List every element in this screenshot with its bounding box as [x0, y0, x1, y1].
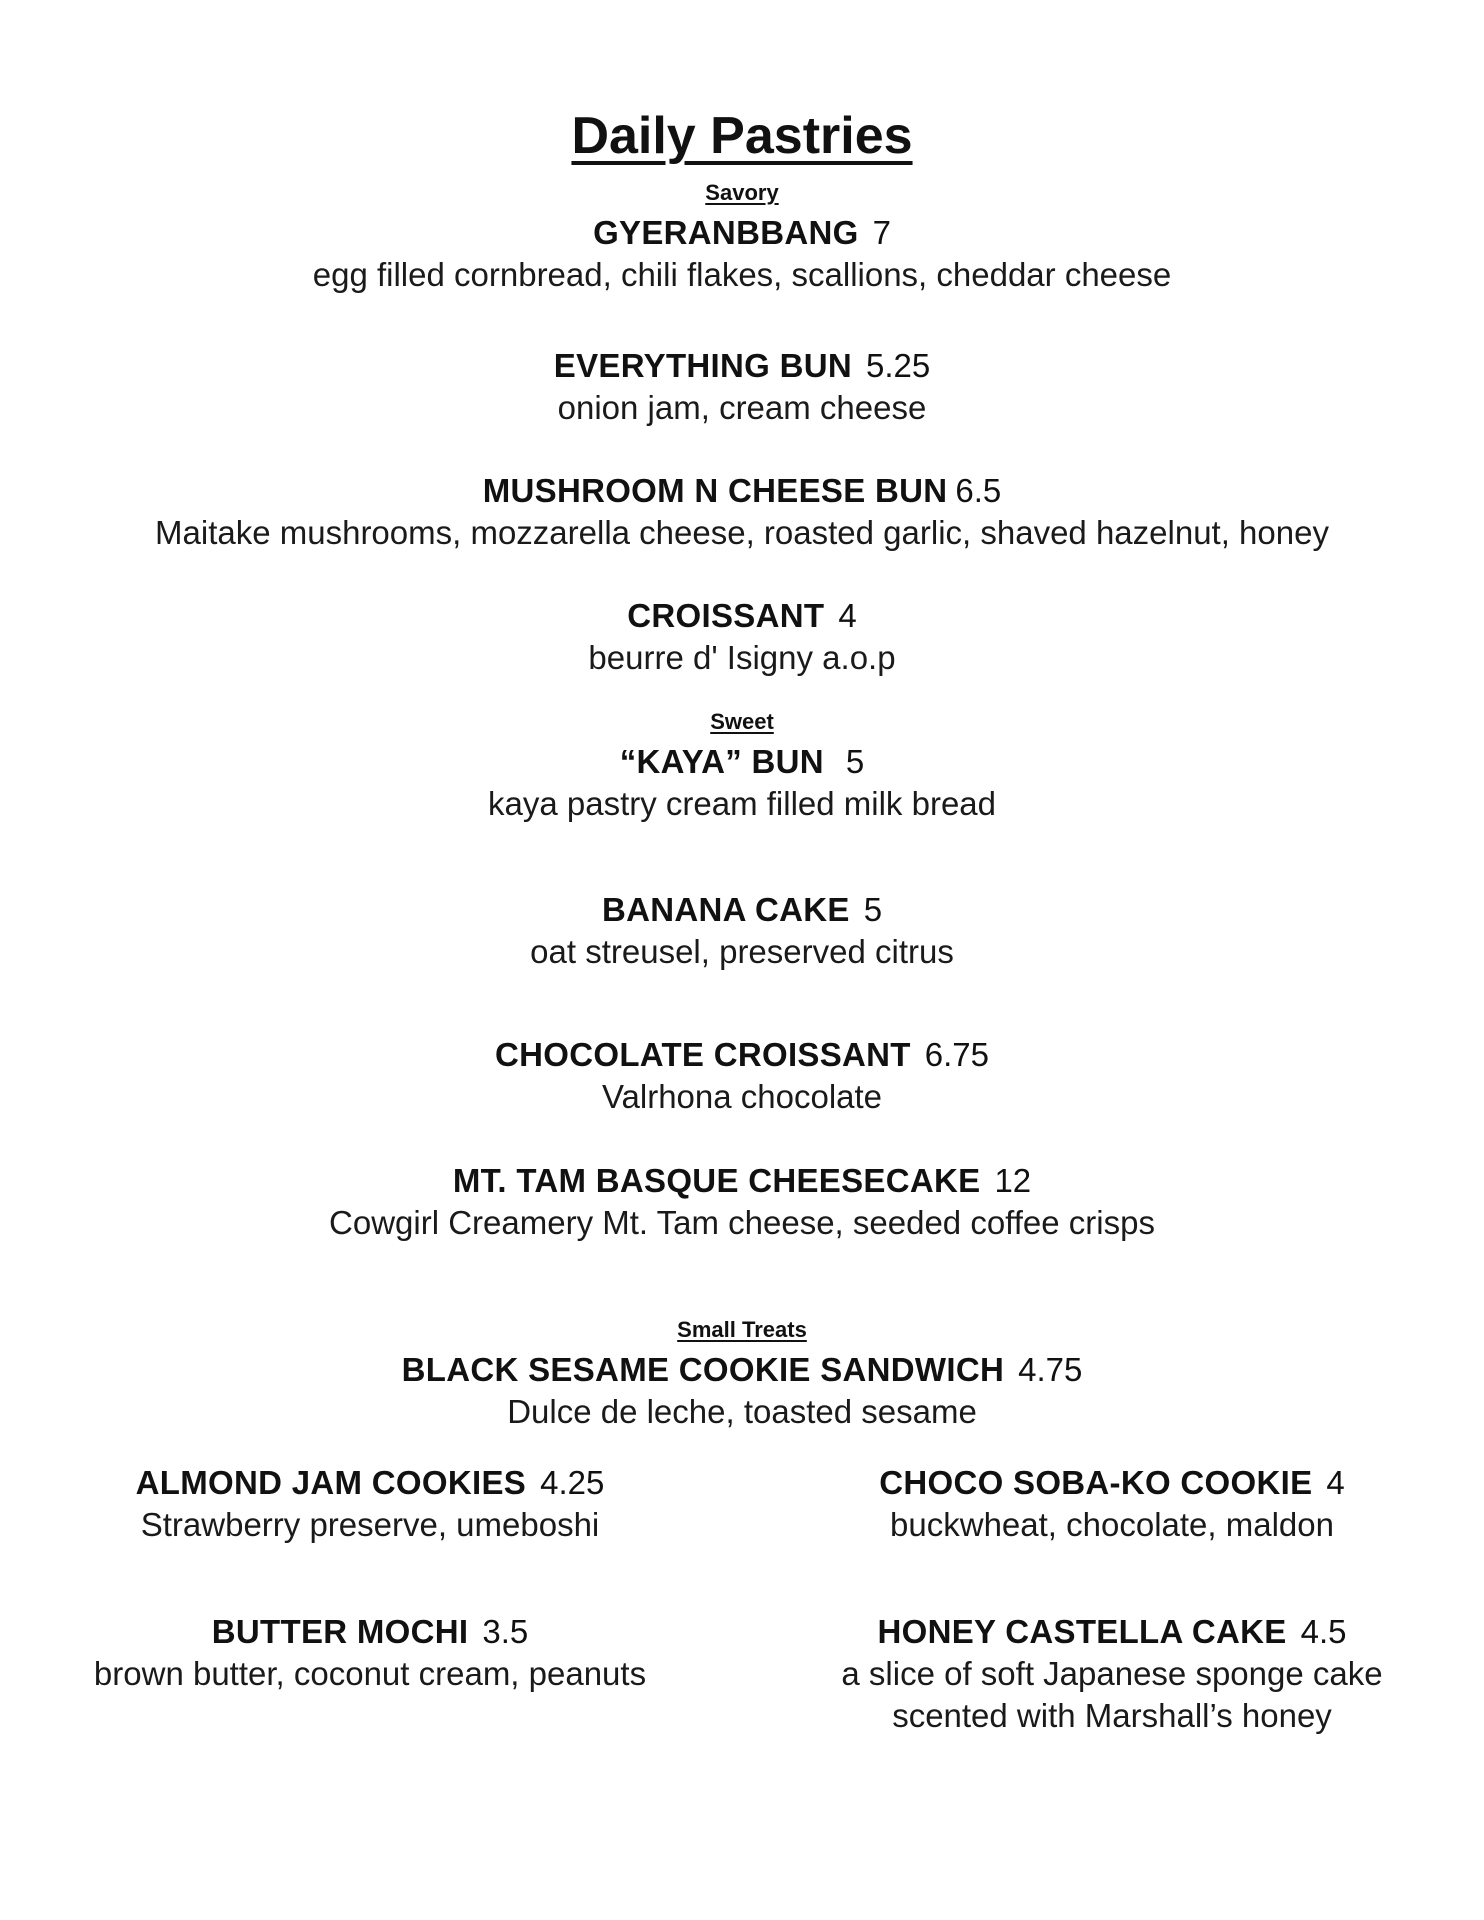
menu-item: [0, 212, 1484, 296]
item-price: 5: [845, 743, 865, 780]
item-description-line-2: scented with Marshall’s honey: [892, 1697, 1332, 1734]
item-description: egg filled cornbread, chili flakes, scallions, cheddar cheese: [312, 256, 1172, 293]
item-name: MUSHROOM N CHEESE BUN: [482, 472, 948, 509]
item-price: 3.5: [482, 1613, 529, 1650]
item-description: Valrhona chocolate: [601, 1078, 883, 1115]
item-price: 5: [863, 891, 883, 928]
item-price: 4: [1326, 1464, 1345, 1501]
page-title: Daily Pastries: [571, 107, 913, 165]
item-price: 4.75: [1018, 1351, 1083, 1388]
item-name: CHOCOLATE CROISSANT: [495, 1036, 911, 1073]
item-description: Maitake mushrooms, mozzarella cheese, roasted garlic, shaved hazelnut, honey: [155, 514, 1329, 551]
item-name: “KAYA” BUN: [619, 743, 824, 780]
menu-item: [0, 345, 1484, 429]
item-description: Strawberry preserve, umeboshi: [140, 1506, 600, 1543]
menu-item: [0, 1034, 1484, 1118]
section-heading-sweet: Sweet: [710, 709, 774, 734]
item-description: Dulce de leche, toasted sesame: [507, 1393, 977, 1430]
item-name: ALMOND JAM COOKIES: [135, 1464, 527, 1501]
menu-item: [762, 1462, 1462, 1546]
item-name: BANANA CAKE: [601, 891, 850, 928]
item-description: Cowgirl Creamery Mt. Tam cheese, seeded coffee crisps: [329, 1204, 1155, 1241]
menu-item: [762, 1611, 1462, 1737]
item-description: brown butter, coconut cream, peanuts: [93, 1655, 647, 1692]
item-price: 7: [872, 214, 891, 251]
menu-item: [0, 595, 1484, 679]
menu-item: [0, 1160, 1484, 1244]
item-description: onion jam, cream cheese: [557, 389, 927, 426]
item-price: 4.5: [1300, 1613, 1347, 1650]
menu-item: [20, 1611, 720, 1695]
item-price: 5.25: [865, 347, 931, 384]
section-heading-savory: Savory: [705, 180, 779, 205]
menu-item: [0, 1349, 1484, 1433]
item-price: 4.25: [540, 1464, 605, 1501]
item-name: EVERYTHING BUN: [553, 347, 852, 384]
menu-item: [0, 889, 1484, 973]
menu-item: [0, 470, 1484, 554]
item-description: kaya pastry cream filled milk bread: [487, 785, 997, 822]
item-description: buckwheat, chocolate, maldon: [890, 1506, 1334, 1543]
item-price: 6.75: [924, 1036, 989, 1073]
item-name: GYERANBBANG: [593, 214, 859, 251]
item-name: HONEY CASTELLA CAKE: [877, 1613, 1287, 1650]
section-heading-small-treats: Small Treats: [677, 1317, 807, 1342]
item-price: 6.5: [955, 472, 1002, 509]
menu-item: [20, 1462, 720, 1546]
item-description: a slice of soft Japanese sponge cake: [841, 1655, 1383, 1692]
item-name: BLACK SESAME COOKIE SANDWICH: [401, 1351, 1005, 1388]
item-price: 12: [994, 1162, 1032, 1199]
item-name: CHOCO SOBA-KO COOKIE: [879, 1464, 1313, 1501]
item-price: 4: [838, 597, 857, 634]
item-description: beurre d' Isigny a.o.p: [588, 639, 896, 676]
item-name: MT. TAM BASQUE CHEESECAKE: [452, 1162, 981, 1199]
item-description: oat streusel, preserved citrus: [530, 933, 954, 970]
item-name: BUTTER MOCHI: [211, 1613, 469, 1650]
item-name: CROISSANT: [627, 597, 825, 634]
menu-item: [0, 741, 1484, 825]
